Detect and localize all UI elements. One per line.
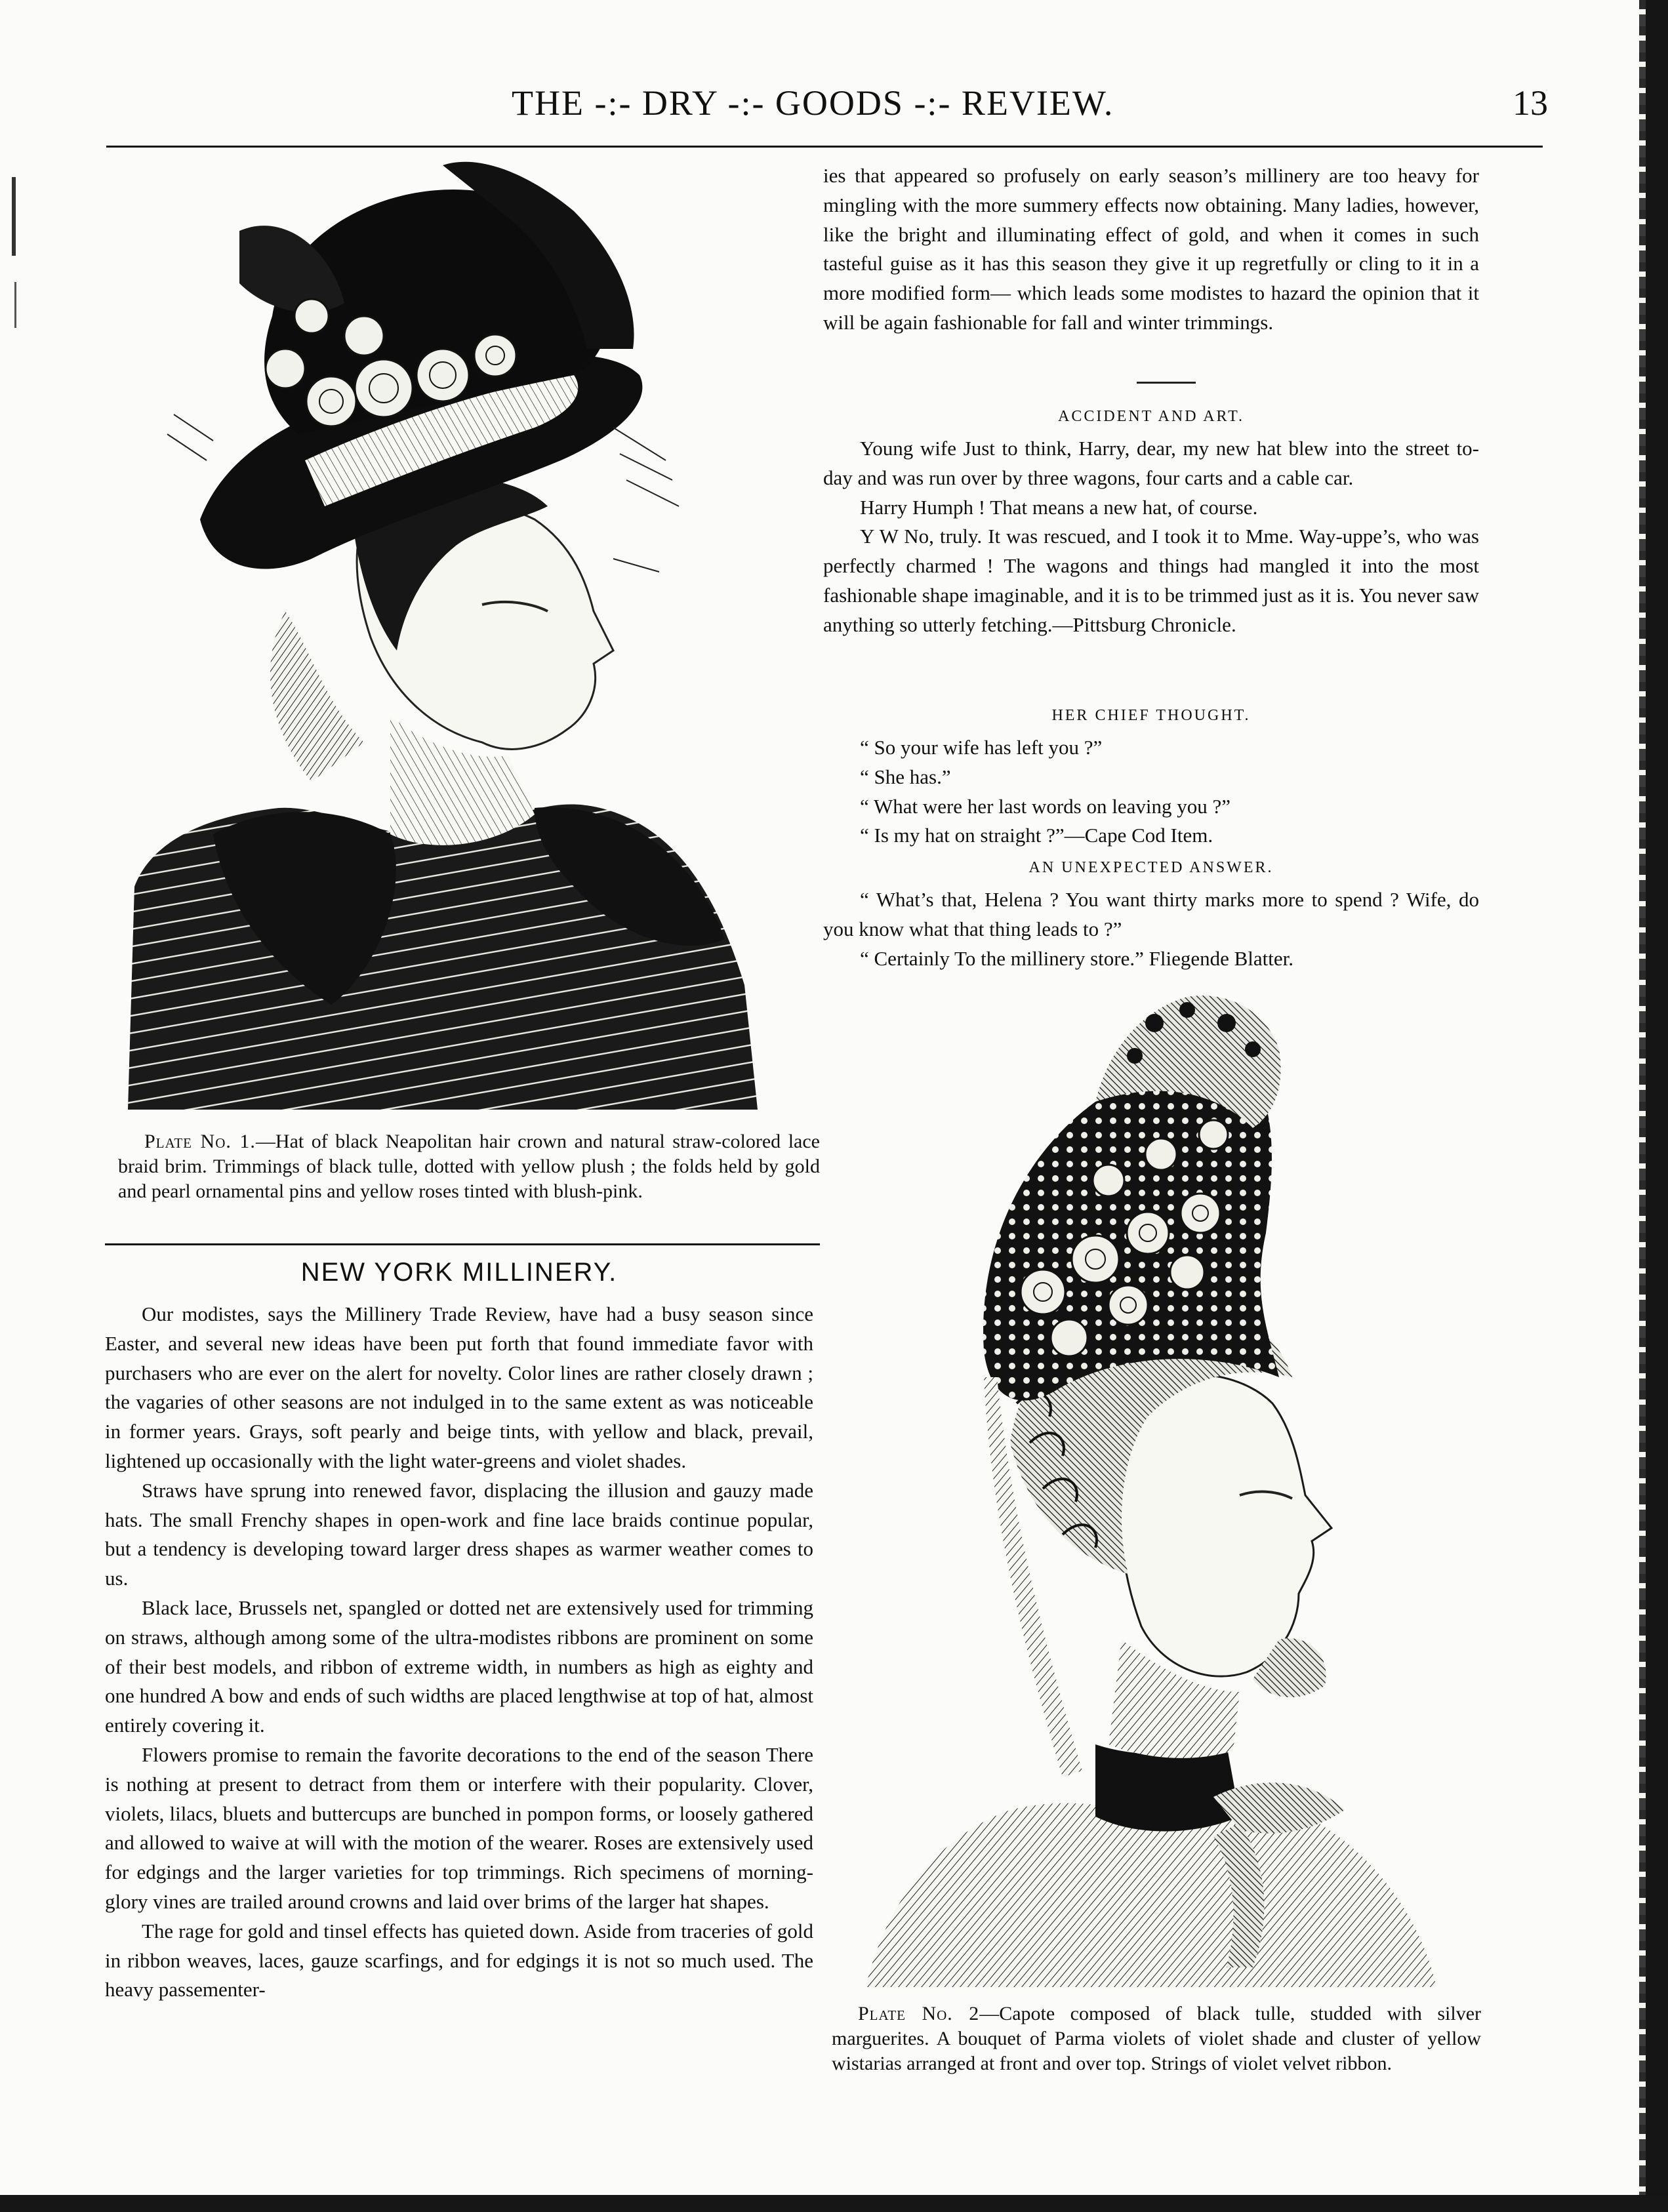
dialogue-line: “ What’s that, Helena ? You want thirty marks more to spend ? Wife, do you know what that thing leads to ?” bbox=[823, 888, 1479, 940]
plate-2-caption bbox=[832, 2001, 1481, 2076]
margin-mark bbox=[14, 282, 16, 328]
plate-2-description: —Capote composed of black tulle, studded with silver marguerites. A bouquet of Parma violets of violet shade and cluster of yellow wistarias arranged at front and over top. Strings of violet velvet ribbon. bbox=[832, 2003, 1481, 2074]
heading-her-chief-thought: HER CHIEF THOUGHT. bbox=[1051, 707, 1251, 724]
dialogue-line: “ Is my hat on straight ?”—Cape Cod Item. bbox=[860, 824, 1213, 847]
page-bottom-edge bbox=[0, 2195, 1668, 2212]
separator-dash bbox=[1137, 382, 1196, 384]
page-number: 13 bbox=[1513, 83, 1548, 123]
plate-1-label: Plate No. 1. bbox=[144, 1131, 256, 1152]
her-chief-thought-text bbox=[823, 733, 1479, 851]
dialogue-line: Young wife Just to think, Harry, dear, my new hat blew into the street to-day and was run over by three wagons, four carts and a cable car. bbox=[823, 437, 1479, 489]
article-paragraph: Our modistes, says the Millinery Trade Review, have had a busy season since Easter, and several new ideas have been put forth that found immediate favor with purchasers who are ever on the alert for novelty. Color lines are rather closely drawn ; the vagaries of other seasons are not indulged in to the same extent as was noticeable in former years. Grays, soft pearly and beige tints, with yellow and black, prevail, lightened up occasionally with the light water-greens and violet shades. bbox=[105, 1302, 813, 1472]
margin-mark bbox=[12, 177, 16, 256]
hat-engraving-1 bbox=[115, 152, 810, 1110]
article-title: NEW YORK MILLINERY. bbox=[300, 1258, 618, 1287]
section-rule bbox=[105, 1243, 820, 1245]
dialogue-line: “ So your wife has left you ?” bbox=[860, 736, 1103, 759]
header-rule bbox=[106, 146, 1543, 148]
dialogue-line: Harry Humph ! That means a new hat, of course. bbox=[860, 495, 1258, 519]
accident-and-art-text bbox=[823, 434, 1479, 640]
dialogue-line: “ What were her last words on leaving you ?” bbox=[860, 794, 1231, 818]
article-paragraph: Straws have sprung into renewed favor, displacing the illusion and gauzy made hats. The small Frenchy shapes in open-work and fine lace braids continue popular, but a tendency is developing toward larger dress shapes as warmer weather comes to us. bbox=[105, 1478, 813, 1590]
article-body bbox=[105, 1300, 813, 2005]
continued-text: ies that appeared so profusely on early season’s millinery are too heavy for mingling with the more summery effects now obtaining. Many ladies, however, like the bright and illuminating effect of gold, and when it comes in such tasteful guise as it has this season they give it up regretfully or cling to it in a more modified form— which leads some modistes to hazard the opinion that it will be again fashionable for fall and winter trimmings. bbox=[823, 164, 1479, 334]
dialogue-line: “ She has.” bbox=[860, 765, 951, 788]
plate-1-caption bbox=[118, 1129, 820, 1204]
article-paragraph: The rage for gold and tinsel effects has quieted down. Aside from traceries of gold in ribbon weaves, laces, gauze scarfings, and for edgings it is not so much used. The heavy passementer- bbox=[105, 1919, 813, 2001]
binding-spine bbox=[1646, 0, 1668, 2212]
unexpected-answer-text bbox=[823, 885, 1479, 973]
capote-engraving-2 bbox=[846, 984, 1476, 1987]
publication-title: THE -:- DRY -:- GOODS -:- REVIEW. bbox=[512, 83, 1114, 123]
plate-1-description: —Hat of black Neapolitan hair crown and natural straw-colored lace braid brim. Trimmings of black tulle, dotted with yellow plush ; the folds held by gold and pearl ornamental pins and yellow roses tinted with blush-pink. bbox=[118, 1131, 820, 1202]
plate-2-label: Plate No. 2 bbox=[858, 2003, 980, 2024]
binding-edge bbox=[1639, 0, 1646, 2212]
dialogue-line: “ Certainly To the millinery store.” Fliegende Blatter. bbox=[860, 946, 1294, 970]
dialogue-line: Y W No, truly. It was rescued, and I took it to Mme. Way-uppe’s, who was perfectly charmed ! The wagons and things had mangled it into the most fashionable shape imaginable, and it is to be trimmed just as it is. You never saw anything so utterly fetching.—Pittsburg Chronicle. bbox=[823, 525, 1479, 636]
article-paragraph: Black lace, Brussels net, spangled or dotted net are extensively used for trimming on straws, although among some of the ultra-modistes ribbons are prominent on some of their best models, and ribbon of extreme width, in numbers as high as eighty and one hundred A bow and ends of such widths are placed lengthwise at top of hat, almost entirely covering it. bbox=[105, 1596, 813, 1737]
plate-1-illustration bbox=[115, 152, 810, 1110]
heading-accident-and-art: ACCIDENT AND ART. bbox=[1057, 408, 1244, 425]
running-head bbox=[105, 83, 1548, 142]
plate-2-illustration bbox=[846, 984, 1476, 1987]
article-paragraph: Flowers promise to remain the favorite decorations to the end of the season There is nothing at present to detract from them or interfere with their popularity. Clover, violets, lilacs, bluets and buttercups are bunched in pompon forms, or loosely gathered and allowed to waive at will with the motion of the wearer. Roses are extensively used for edgings and the larger varieties for top trimmings. Rich specimens of morning-glory vines are trailed around crowns and laid over brims of the larger hat shapes. bbox=[105, 1742, 813, 1913]
heading-unexpected-answer: AN UNEXPECTED ANSWER. bbox=[1028, 859, 1274, 876]
continued-paragraph bbox=[823, 161, 1479, 338]
